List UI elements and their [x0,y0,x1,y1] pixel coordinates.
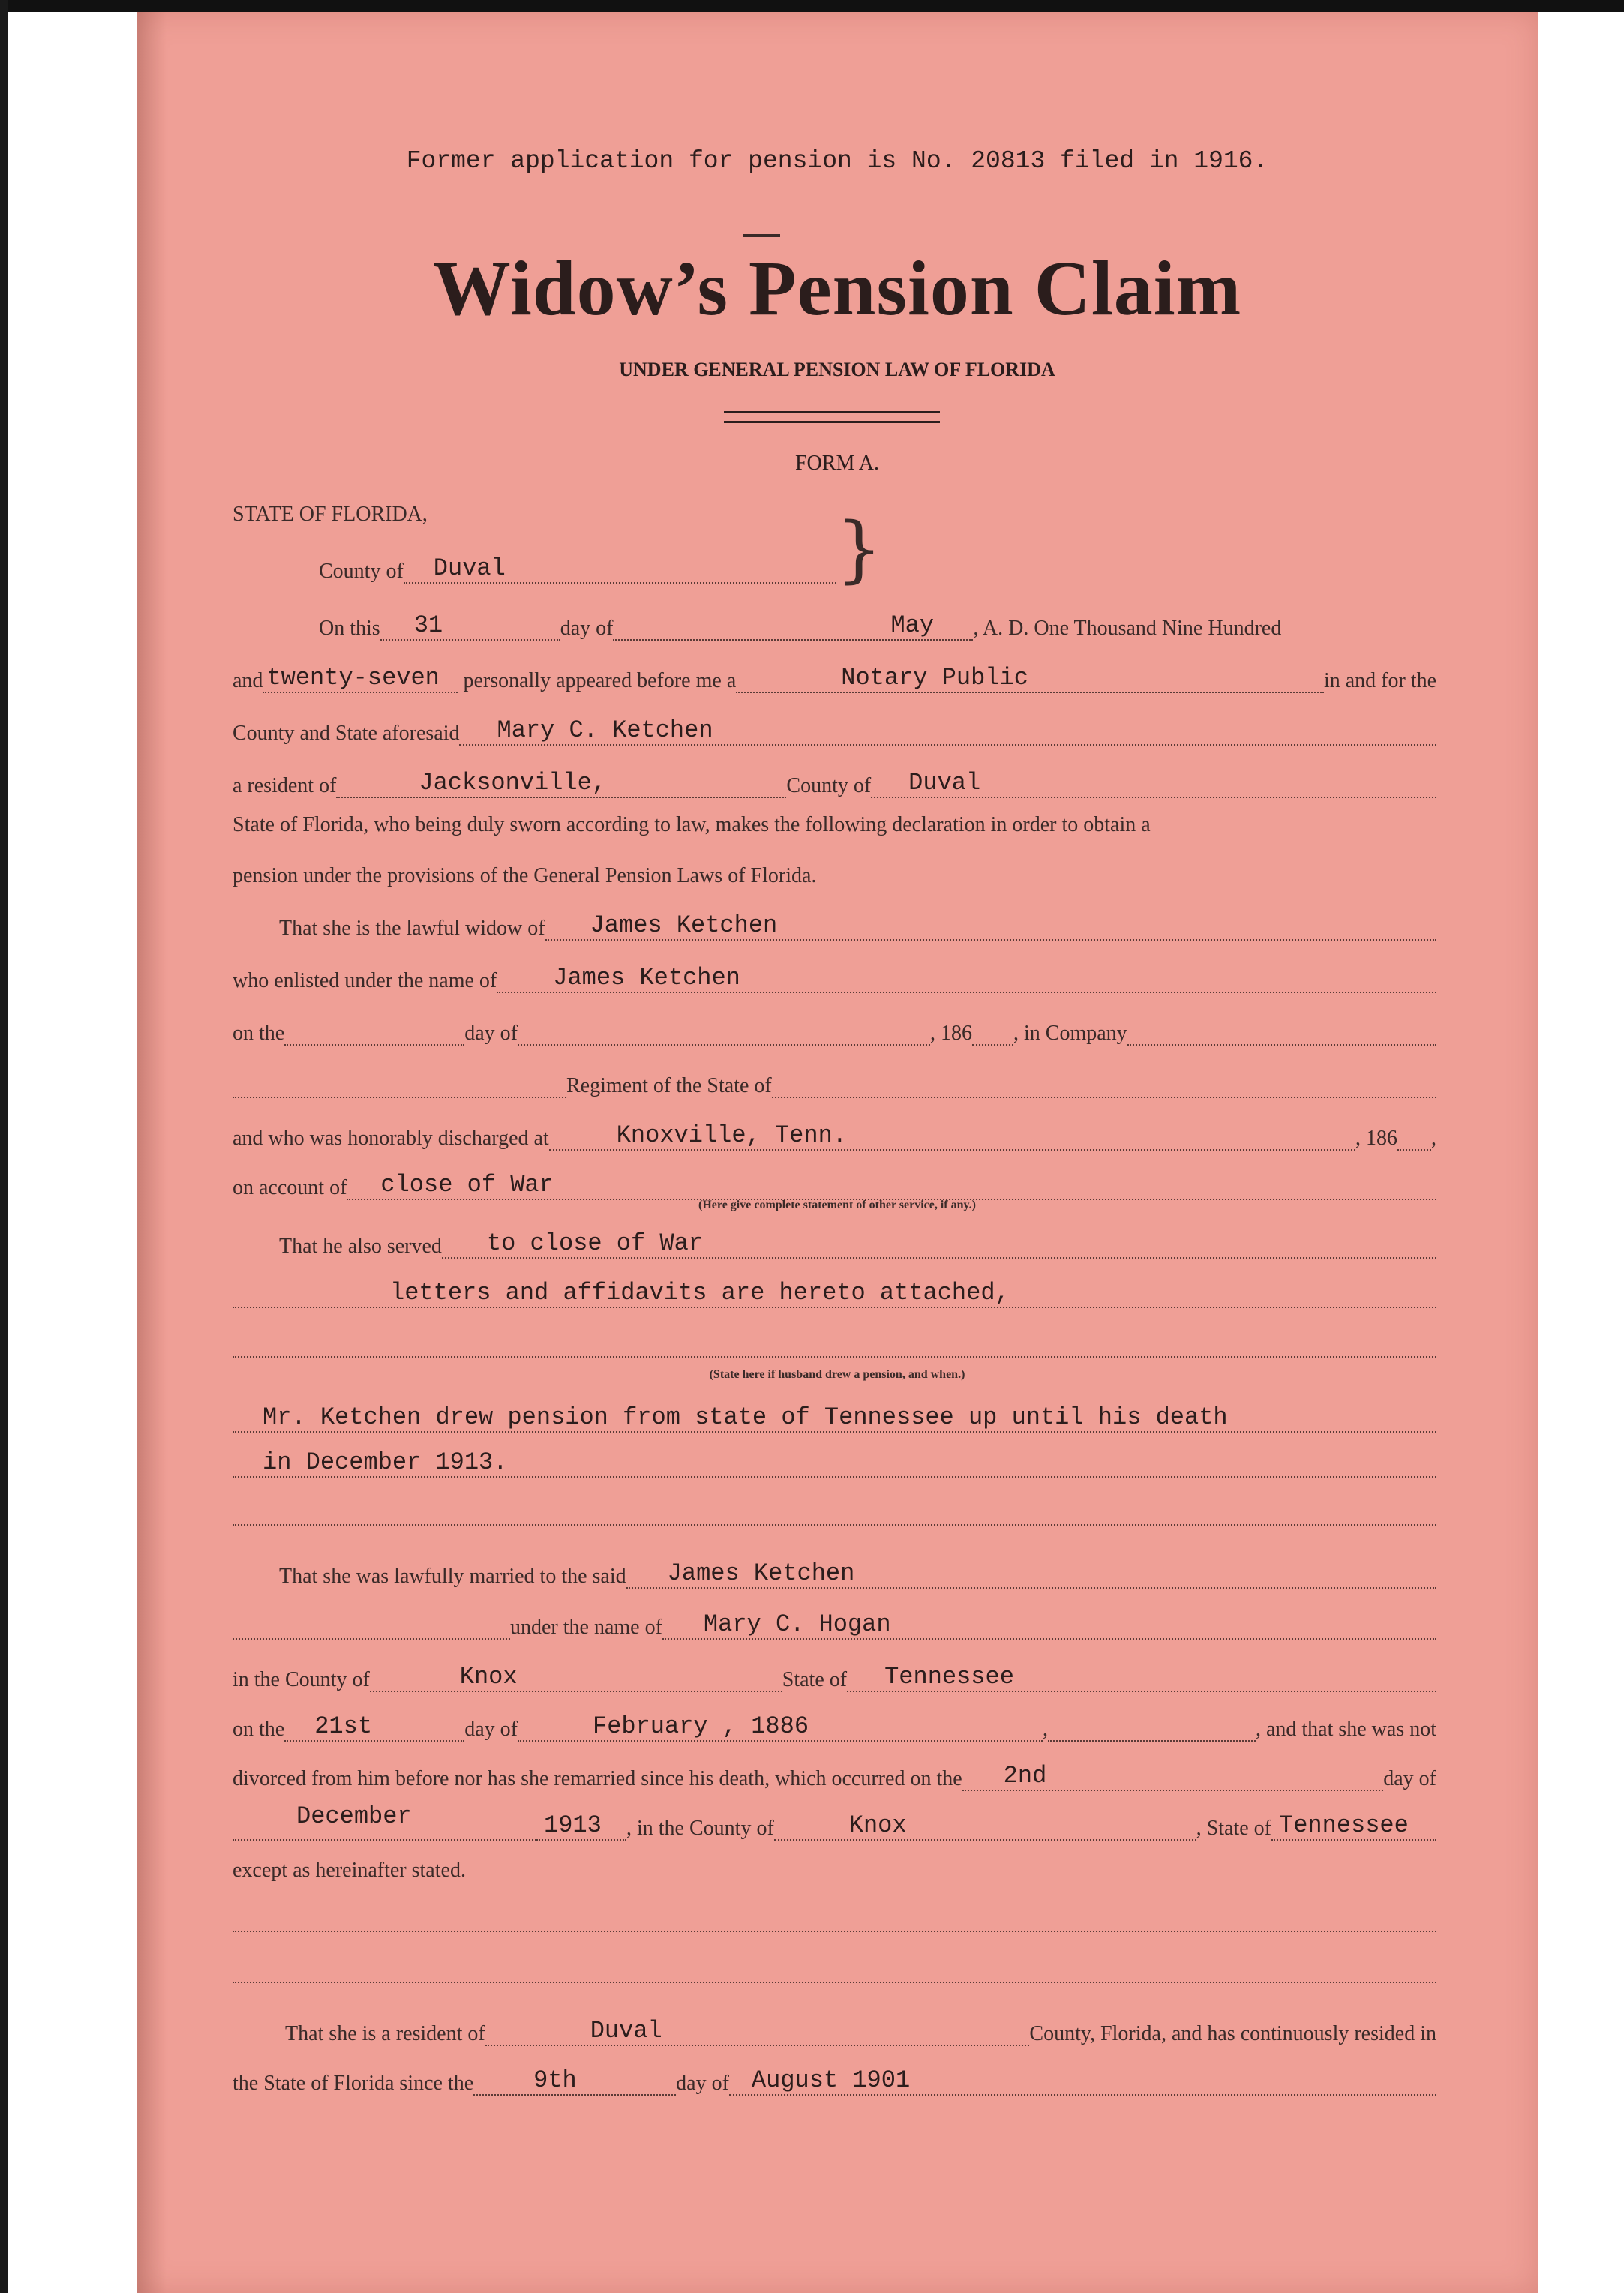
discharged-row: and who was honorably discharged at Knoxville, Tenn. , 186 , [233,1115,1436,1151]
claimant-value: Mary C. Ketchen [497,716,713,744]
day-field[interactable] [380,609,560,641]
since-day-value: 9th [533,2066,577,2094]
claimant-field[interactable] [459,714,1436,746]
resident-fl-value: Duval [590,2017,662,2045]
letters-value: letters and affidavits are hereto attached, [390,1279,1010,1307]
widow-row [279,905,1436,941]
officer-value: Notary Public [841,664,1028,692]
maiden-field[interactable] [662,1608,1436,1640]
personally-label: personally appeared before me a [458,669,737,692]
month-value: May [890,611,935,639]
month-field[interactable] [613,609,973,641]
death-county-value: Knox [848,1811,907,1839]
note-pension: (State here if husband drew a pension, and when.) [709,1368,965,1381]
county-row [319,548,836,584]
served-value: to close of War [486,1229,703,1257]
maiden-pre-field[interactable] [233,1608,510,1640]
blank-service-line [233,1356,1436,1358]
blank-except-line-2 [233,1982,1436,1983]
officer-field[interactable] [736,662,1324,693]
on-this-label: On this [319,617,380,640]
res-county-field[interactable] [871,767,1436,798]
enlisted-field[interactable] [497,962,1436,993]
in-and-for-label: in and for the [1323,669,1436,692]
county-state-label: County and State aforesaid [233,722,460,745]
claimant-row [233,710,1436,746]
discharged-label: and who was honorably discharged at [233,1127,549,1150]
residence-row [233,762,1436,798]
ad-label: , A. D. One Thousand Nine Hundred [973,617,1282,640]
blank-except-line-1 [233,1931,1436,1932]
marriage-county-row [233,1656,1436,1692]
marr-day-field[interactable] [284,1710,464,1742]
except-label: except as hereinafter stated. [233,1859,466,1882]
county-label: County of [319,560,404,583]
day-of-label: day of [560,617,614,640]
on-the-label: on the [233,1022,285,1045]
death-year-value: 1913 [544,1811,602,1839]
marriage-date-row [233,1706,1436,1742]
account-value: close of War [380,1171,554,1199]
enlisted-label: who enlisted under the name of [233,969,497,992]
not-divorced-label: , and that she was not [1255,1718,1436,1741]
death-in-county-label: , in the County of [626,1817,774,1840]
year-row [233,657,1436,693]
discharged-value: Knoxville, Tenn. [616,1121,847,1149]
enlist-day-of-label: day of [464,1022,518,1045]
pension-row-2 [233,1442,1436,1478]
maiden-value: Mary C. Hogan [703,1610,891,1638]
day-value: 31 [413,611,443,639]
enlist-day-field[interactable] [284,1014,464,1046]
letters-row [233,1272,1436,1308]
death-day-field[interactable] [962,1760,1384,1791]
death-county-field[interactable] [774,1809,1196,1841]
marr-state-value: Tennessee [884,1663,1014,1691]
note-other-service: (Here give complete statement of other service, if any.) [698,1199,976,1211]
on-account-label: on account of [233,1176,347,1199]
year-186-label: , 186 [929,1022,972,1045]
county-of-label: County of [786,774,872,797]
death-state-field[interactable] [1271,1809,1436,1841]
declaration-line-2: pension under the provisions of the General Pension Laws of Florida. [233,864,817,887]
marr-county-field[interactable] [370,1661,782,1692]
since-day-of-label: day of [676,2072,729,2095]
marr-day-of-label: day of [464,1718,518,1741]
married-label: That she was lawfully married to the said [279,1565,626,1588]
enlisted-row [233,957,1436,993]
served-field[interactable] [442,1227,1436,1259]
death-day-of-label: day of [1383,1767,1436,1790]
regiment-field[interactable] [233,1067,566,1098]
death-date-row [233,1802,1436,1841]
widow-of-label: That she is the lawful widow of [279,917,545,940]
paper-fold-shadow [137,12,167,2293]
regiment-state-field[interactable] [772,1067,1436,1098]
document-page [137,12,1538,2293]
also-served-label: That he also served [279,1235,442,1258]
company-field[interactable] [1127,1014,1436,1046]
letters-field[interactable] [233,1277,1436,1308]
state-label: STATE OF FLORIDA, [233,503,428,526]
married-row [279,1553,1436,1589]
since-the-label: the State of Florida since the [233,2072,474,2095]
account-field[interactable] [347,1169,1436,1200]
death-state-value: Tennessee [1279,1811,1409,1839]
marr-on-the-label: on the [233,1718,285,1741]
death-month-field[interactable] [233,1802,536,1841]
document-subtitle: UNDER GENERAL PENSION LAW OF FLORIDA [619,359,1055,380]
year-field[interactable] [263,662,458,693]
pension-value-2: in December 1913. [263,1448,508,1476]
discharged-186-label: , 186 [1355,1127,1397,1150]
resident-fl-label: That she is a resident of [285,2022,485,2045]
resident-of-label: a resident of [233,774,337,797]
scan-top-border [0,0,1624,12]
marr-extra-field[interactable] [1048,1710,1256,1742]
enlist-date-row [233,1010,1436,1046]
account-row [233,1164,1436,1200]
scan-left-border [0,0,8,2293]
city-value: Jacksonville, [419,769,607,797]
enlist-year-field[interactable] [972,1014,1013,1046]
divorced-row [233,1755,1436,1791]
death-state-of-label: , State of [1196,1817,1271,1840]
county-value: Duval [433,554,506,582]
divorced-label: divorced from him before nor has she remarried since his death, which occurred on the [233,1767,962,1790]
death-month-value: December [296,1802,412,1830]
document-title: Widow’s Pension Claim [432,245,1242,332]
enlist-month-field[interactable] [518,1014,930,1046]
marr-comma: , [1042,1718,1048,1741]
death-day-value: 2nd [1003,1762,1047,1790]
year-value: twenty-seven [266,664,440,692]
since-day-field[interactable] [473,2064,676,2096]
husband-value: James Ketchen [590,911,778,939]
discharged-field[interactable] [549,1119,1355,1151]
state-of-label: State of [782,1668,848,1691]
regiment-label: Regiment of the State of [566,1074,772,1097]
married-field[interactable] [626,1557,1436,1589]
regiment-row [233,1062,1436,1098]
marr-date-value: February , 1886 [592,1712,809,1740]
pension-field-1[interactable] [233,1401,1436,1433]
since-date-value: August 1901 [751,2066,911,2094]
marr-county-value: Knox [459,1663,518,1691]
resident-fl-field[interactable] [485,2015,1030,2046]
enlisted-value: James Ketchen [553,964,740,992]
pension-field-2[interactable] [233,1446,1436,1478]
death-year-field[interactable] [536,1809,626,1841]
in-company-label: , in Company [1013,1022,1127,1045]
ornament-dash [743,234,780,237]
form-label: FORM A. [794,452,880,475]
marr-day-value: 21st [314,1712,373,1740]
served-row [279,1223,1436,1259]
former-application-note: Former application for pension is No. 20813 filed in 1916. [406,147,1268,175]
married-value: James Ketchen [667,1559,855,1587]
county-field[interactable] [404,552,836,584]
husband-field[interactable] [545,909,1436,941]
since-date-field[interactable] [729,2064,1436,2096]
resident-fl-row [285,2010,1436,2046]
title-rule [724,411,940,423]
maiden-label: under the name of [510,1616,662,1639]
pension-row-1 [233,1397,1436,1433]
marr-date-field[interactable] [518,1710,1043,1742]
and-label: and [233,669,263,692]
pension-value-1: Mr. Ketchen drew pension from state of Tennessee up until his death [263,1403,1228,1431]
declaration-line-1: State of Florida, who being duly sworn according to law, makes the following declaration in order to obtain a [233,813,1151,836]
in-county-label: in the County of [233,1668,370,1691]
discharged-year-field[interactable] [1397,1119,1431,1151]
date-row [319,605,1436,641]
maiden-row [233,1604,1436,1640]
venue-brace: } [836,507,883,591]
since-row [233,2060,1436,2096]
res-county-value: Duval [908,769,981,797]
city-field[interactable] [336,767,786,798]
resident-fl-tail: County, Florida, and has continuously resided in [1029,2022,1436,2045]
blank-pension-line [233,1524,1436,1526]
marr-state-field[interactable] [847,1661,1436,1692]
